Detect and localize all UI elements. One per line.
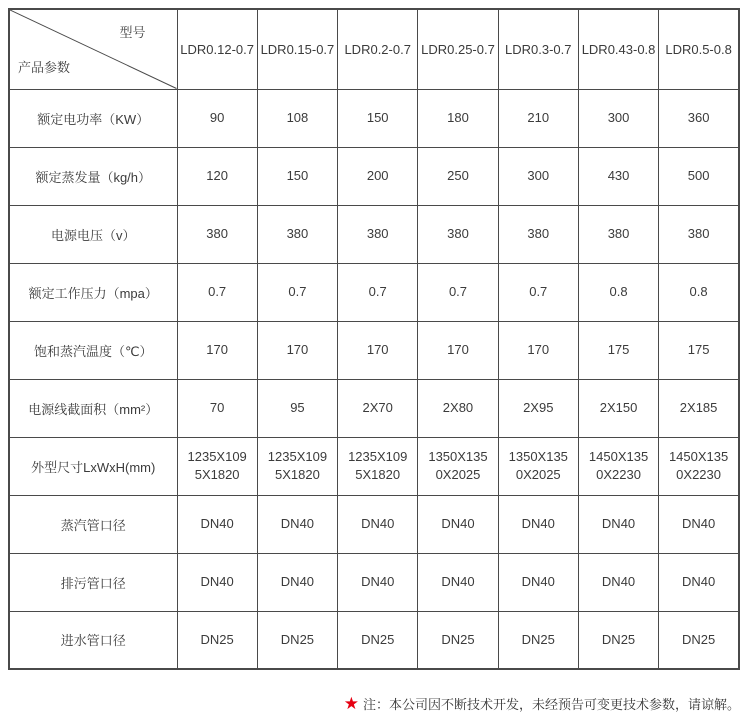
table-row: [9, 205, 739, 263]
spec-cell: 150: [338, 89, 418, 147]
row-label: 额定蒸发量（kg/h）: [9, 147, 177, 205]
header-row: [9, 9, 739, 89]
spec-cell: 380: [338, 205, 418, 263]
spec-cell: 1235X1095X1820: [177, 437, 257, 495]
row-label: 外型尺寸LxWxH(mm): [9, 437, 177, 495]
spec-cell: 380: [578, 205, 658, 263]
footnote-text: 注：本公司因不断技术开发，未经预告可变更技术参数，请谅解。: [362, 697, 740, 712]
spec-cell: 170: [257, 321, 337, 379]
spec-cell: DN40: [338, 495, 418, 553]
spec-cell: DN40: [578, 495, 658, 553]
spec-cell: 120: [177, 147, 257, 205]
corner-label-model: 型号: [119, 25, 146, 40]
spec-cell: 0.7: [257, 263, 337, 321]
spec-cell: 170: [338, 321, 418, 379]
spec-cell: DN40: [498, 495, 578, 553]
column-header-model: LDR0.2-0.7: [338, 9, 418, 89]
diagonal-divider-line: [10, 10, 177, 89]
spec-cell: DN40: [578, 553, 658, 611]
spec-cell: 300: [578, 89, 658, 147]
table-row: [9, 379, 739, 437]
spec-table: [8, 8, 740, 670]
table-row: [9, 553, 739, 611]
spec-cell: 380: [177, 205, 257, 263]
spec-cell: DN40: [338, 553, 418, 611]
spec-cell: DN40: [498, 553, 578, 611]
table-row: [9, 611, 739, 669]
spec-cell: 210: [498, 89, 578, 147]
table-row: [9, 89, 739, 147]
spec-cell: 380: [498, 205, 578, 263]
spec-cell: 200: [338, 147, 418, 205]
spec-cell: 2X70: [338, 379, 418, 437]
row-label: 电源电压（v）: [9, 205, 177, 263]
spec-cell: DN40: [659, 495, 739, 553]
spec-cell: DN40: [177, 553, 257, 611]
spec-cell: 360: [659, 89, 739, 147]
spec-cell: 175: [659, 321, 739, 379]
spec-cell: 175: [578, 321, 658, 379]
column-header-model: LDR0.15-0.7: [257, 9, 337, 89]
spec-cell: DN25: [338, 611, 418, 669]
row-label: 蒸汽管口径: [9, 495, 177, 553]
spec-cell: 1450X1350X2230: [578, 437, 658, 495]
spec-cell: 0.8: [659, 263, 739, 321]
spec-cell: 0.7: [177, 263, 257, 321]
spec-cell: DN40: [418, 553, 498, 611]
spec-cell: DN25: [418, 611, 498, 669]
spec-cell: 0.7: [418, 263, 498, 321]
spec-cell: 170: [498, 321, 578, 379]
spec-cell: 0.7: [498, 263, 578, 321]
table-row: [9, 147, 739, 205]
spec-cell: 1450X1350X2230: [659, 437, 739, 495]
column-header-model: LDR0.5-0.8: [659, 9, 739, 89]
table-row: [9, 321, 739, 379]
spec-cell: DN40: [257, 553, 337, 611]
spec-cell: 380: [418, 205, 498, 263]
spec-cell: DN40: [418, 495, 498, 553]
row-label: 排污管口径: [9, 553, 177, 611]
row-label: 饱和蒸汽温度（℃）: [9, 321, 177, 379]
footnote: [344, 694, 740, 713]
spec-cell: 0.7: [338, 263, 418, 321]
spec-cell: 0.8: [578, 263, 658, 321]
spec-cell: 70: [177, 379, 257, 437]
spec-cell: 380: [257, 205, 337, 263]
corner-label-parameters: 产品参数: [18, 59, 71, 75]
spec-cell: DN25: [257, 611, 337, 669]
spec-cell: 180: [418, 89, 498, 147]
table-row: [9, 437, 739, 495]
spec-cell: 170: [418, 321, 498, 379]
spec-cell: DN25: [177, 611, 257, 669]
spec-cell: DN25: [498, 611, 578, 669]
spec-cell: 430: [578, 147, 658, 205]
spec-cell: 108: [257, 89, 337, 147]
column-header-model: LDR0.43-0.8: [578, 9, 658, 89]
corner-cell: [9, 9, 177, 89]
spec-cell: 95: [257, 379, 337, 437]
row-label: 进水管口径: [9, 611, 177, 669]
column-header-model: LDR0.12-0.7: [177, 9, 257, 89]
spec-cell: 2X150: [578, 379, 658, 437]
spec-cell: 1350X1350X2025: [498, 437, 578, 495]
spec-cell: 2X185: [659, 379, 739, 437]
column-header-model: LDR0.3-0.7: [498, 9, 578, 89]
row-label: 电源线截面积（mm²）: [9, 379, 177, 437]
spec-cell: 90: [177, 89, 257, 147]
row-label: 额定电功率（KW）: [9, 89, 177, 147]
spec-cell: DN25: [578, 611, 658, 669]
spec-cell: DN25: [659, 611, 739, 669]
spec-cell: 500: [659, 147, 739, 205]
spec-cell: 250: [418, 147, 498, 205]
spec-cell: 2X80: [418, 379, 498, 437]
spec-cell: DN40: [659, 553, 739, 611]
spec-cell: 1235X1095X1820: [338, 437, 418, 495]
spec-cell: DN40: [257, 495, 337, 553]
spec-cell: 170: [177, 321, 257, 379]
spec-cell: 300: [498, 147, 578, 205]
row-label: 额定工作压力（mpa）: [9, 263, 177, 321]
spec-cell: 2X95: [498, 379, 578, 437]
spec-cell: 1350X1350X2025: [418, 437, 498, 495]
spec-cell: 1235X1095X1820: [257, 437, 337, 495]
table-row: [9, 263, 739, 321]
spec-cell: DN40: [177, 495, 257, 553]
spec-cell: 150: [257, 147, 337, 205]
star-icon: ★: [343, 694, 359, 713]
column-header-model: LDR0.25-0.7: [418, 9, 498, 89]
spec-cell: 380: [659, 205, 739, 263]
table-row: [9, 495, 739, 553]
